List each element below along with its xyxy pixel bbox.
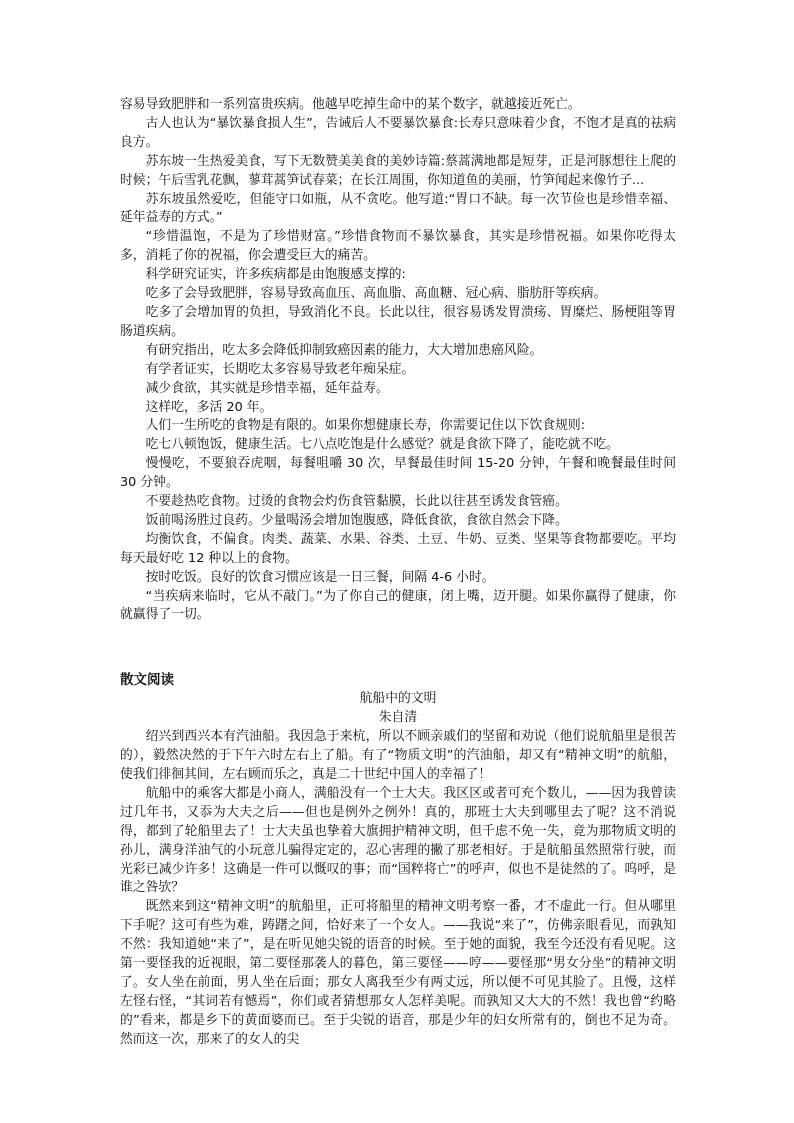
paragraph: 吃多了会导致肥胖，容易导致高血压、高血脂、高血糖、冠心病、脂肪肝等疾病。 bbox=[145, 286, 607, 302]
paragraph: 按时吃饭。良好的饮食习惯应该是一日三餐，间隔 4-6 小时。 bbox=[145, 569, 495, 585]
paragraph: 航船中的乘客大都是小商人，满船没有一个士大夫。我区区或者可充个数儿，——因为我曾读过几年书，又忝为大夫之后——但也是例外之例外！真的，那班士大夫到哪里去了呢？这不消说得，都到了轮船里去了！士大夫虽也挚着大旗拥护精神文明，但千虑不免一失，竟为那物质文明的孙儿，满身洋油气的小玩意儿骗得定定的，忍心害理的撇了那老相好。于是航船虽然照常行驶，而光彩已减少许多！这确是一件可以慨叹的事；而“国粹将亡”的呼声，似也不是徒然的了。呜呼，是谁之咎欤？ bbox=[120, 785, 676, 896]
essay-body bbox=[120, 96, 676, 625]
paragraph: 饭前喝汤胜过良药。少量喝汤会增加饱腹感，降低食欲，食欲自然会下降。 bbox=[145, 512, 568, 528]
paragraph: 均衡饮食，不偏食。肉类、蔬菜、水果、谷类、土豆、牛奶、豆类、坚果等食物都要吃。平均每天最好吃 12 种以上的食物。 bbox=[120, 531, 676, 566]
paragraph: 苏东坡虽然爱吃，但能守口如瓶，从不贪吃。他写道:“胃口不缺。每一次节俭也是珍惜幸福、延年益寿的方式。” bbox=[120, 191, 676, 226]
paragraph: 古人也认为“暴饮暴食损人生”，告诫后人不要暴饮暴食:长寿只意味着少食，不饱才是真的祛病良方。 bbox=[120, 115, 676, 150]
paragraph: 容易导致肥胖和一系列富贵疾病。他越早吃掉生命中的某个数字，就越接近死亡。 bbox=[120, 97, 581, 112]
paragraph: 不要趁热吃食物。过烫的食物会灼伤食管黏膜，长此以往甚至诱发食管癌。 bbox=[145, 494, 568, 510]
paragraph: 这样吃，多活 20 年。 bbox=[145, 399, 273, 415]
section-title: 散文阅读 bbox=[120, 672, 174, 689]
article-body bbox=[120, 728, 676, 1049]
paragraph: 减少食欲，其实就是珍惜幸福，延年益寿。 bbox=[145, 380, 389, 396]
article-title: 航船中的文明 bbox=[359, 691, 437, 707]
paragraph: 绍兴到西兴本有汽油船。我因急于来杭，所以不顾亲戚们的坚留和劝说（他们说航船里是很苦的），毅然决然的于下午六时左右上了船。有了“物质文明”的汽油船，却又有“精神文明”的航船，使我们徘徊其间，左右顾而乐之，真是二十世纪中国人的幸福了！ bbox=[120, 729, 676, 782]
article-author: 朱自清 bbox=[378, 710, 418, 726]
paragraph: 苏东坡一生热爱美食，写下无数赞美美食的美妙诗篇:蔡蒿满地都是短芽，正是河豚想往上爬的时候；午后雪乳花飘，蓼茸蒿笋试春菜；在长江周围，你知道鱼的美丽，竹笋闻起来像竹子... bbox=[120, 153, 676, 188]
section-spacer bbox=[120, 625, 676, 671]
paragraph: 吃七八顿饱饭，健康生活。七八点吃饱是什么感觉？就是食欲下降了，能吃就不吃。 bbox=[145, 437, 620, 453]
document-page bbox=[120, 96, 676, 1050]
paragraph: 科学研究证实，许多疾病都是由饱腹感支撑的: bbox=[145, 267, 406, 283]
paragraph: 有研究指出，吃太多会降低抑制致癌因素的能力，大大增加患癌风险。 bbox=[145, 342, 543, 358]
paragraph: 既然来到这“精神文明”的航船里，正可将船里的精神文明考察一番，才不虚此一行。但从哪里下手呢？这可有些为难，踌躇之间，恰好来了一个女人。——我说“来了”，仿佛亲眼看见，而孰知不然：我知道她“来了”，是在听见她尖锐的语音的时候。至于她的面貌，我至今还没有看见呢。这第一要怪我的近视眼，第二要怪那袭人的暮色，第三要怪——哼——要怪那“男女分坐”的精神文明了。女人坐在前面，男人坐在后面；那女人离我至少有两丈远，所以便不可见其脸了。且慢，这样左怪右怪，“其词若有憾焉”，你们或者猜想那女人怎样美呢。而孰知又大大的不然！我也曾“约略的”看来，都是乡下的黄面婆而已。至于尖锐的语音，那是少年的妇女所常有的，倒也不足为奇。然而这一次，那来了的女人的尖 bbox=[120, 899, 676, 1047]
paragraph: “珍惜温饱，不是为了珍惜财富。”珍惜食物而不暴饮暴食，其实是珍惜祝福。如果你吃得太多，消耗了你的祝福，你会遭受巨大的痛苦。 bbox=[120, 229, 676, 264]
paragraph: “当疾病来临时，它从不敲门。”为了你自己的健康，闭上嘴，迈开腿。如果你赢得了健康，你就赢得了一切。 bbox=[120, 588, 676, 623]
paragraph: 吃多了会增加胃的负担，导致消化不良。长此以往，很容易诱发胃溃疡、胃糜烂、肠梗阻等胃肠道疾病。 bbox=[120, 304, 676, 339]
paragraph: 有学者证实，长期吃太多容易导致老年痴呆症。 bbox=[145, 361, 415, 377]
paragraph: 慢慢吃，不要狼吞虎咽，每餐咀嚼 30 次，早餐最佳时间 15-20 分钟，午餐和晚餐最佳时间 30 分钟。 bbox=[120, 456, 676, 491]
paragraph: 人们一生所吃的食物是有限的。如果你想健康长寿，你需要记住以下饮食规则: bbox=[145, 418, 585, 434]
